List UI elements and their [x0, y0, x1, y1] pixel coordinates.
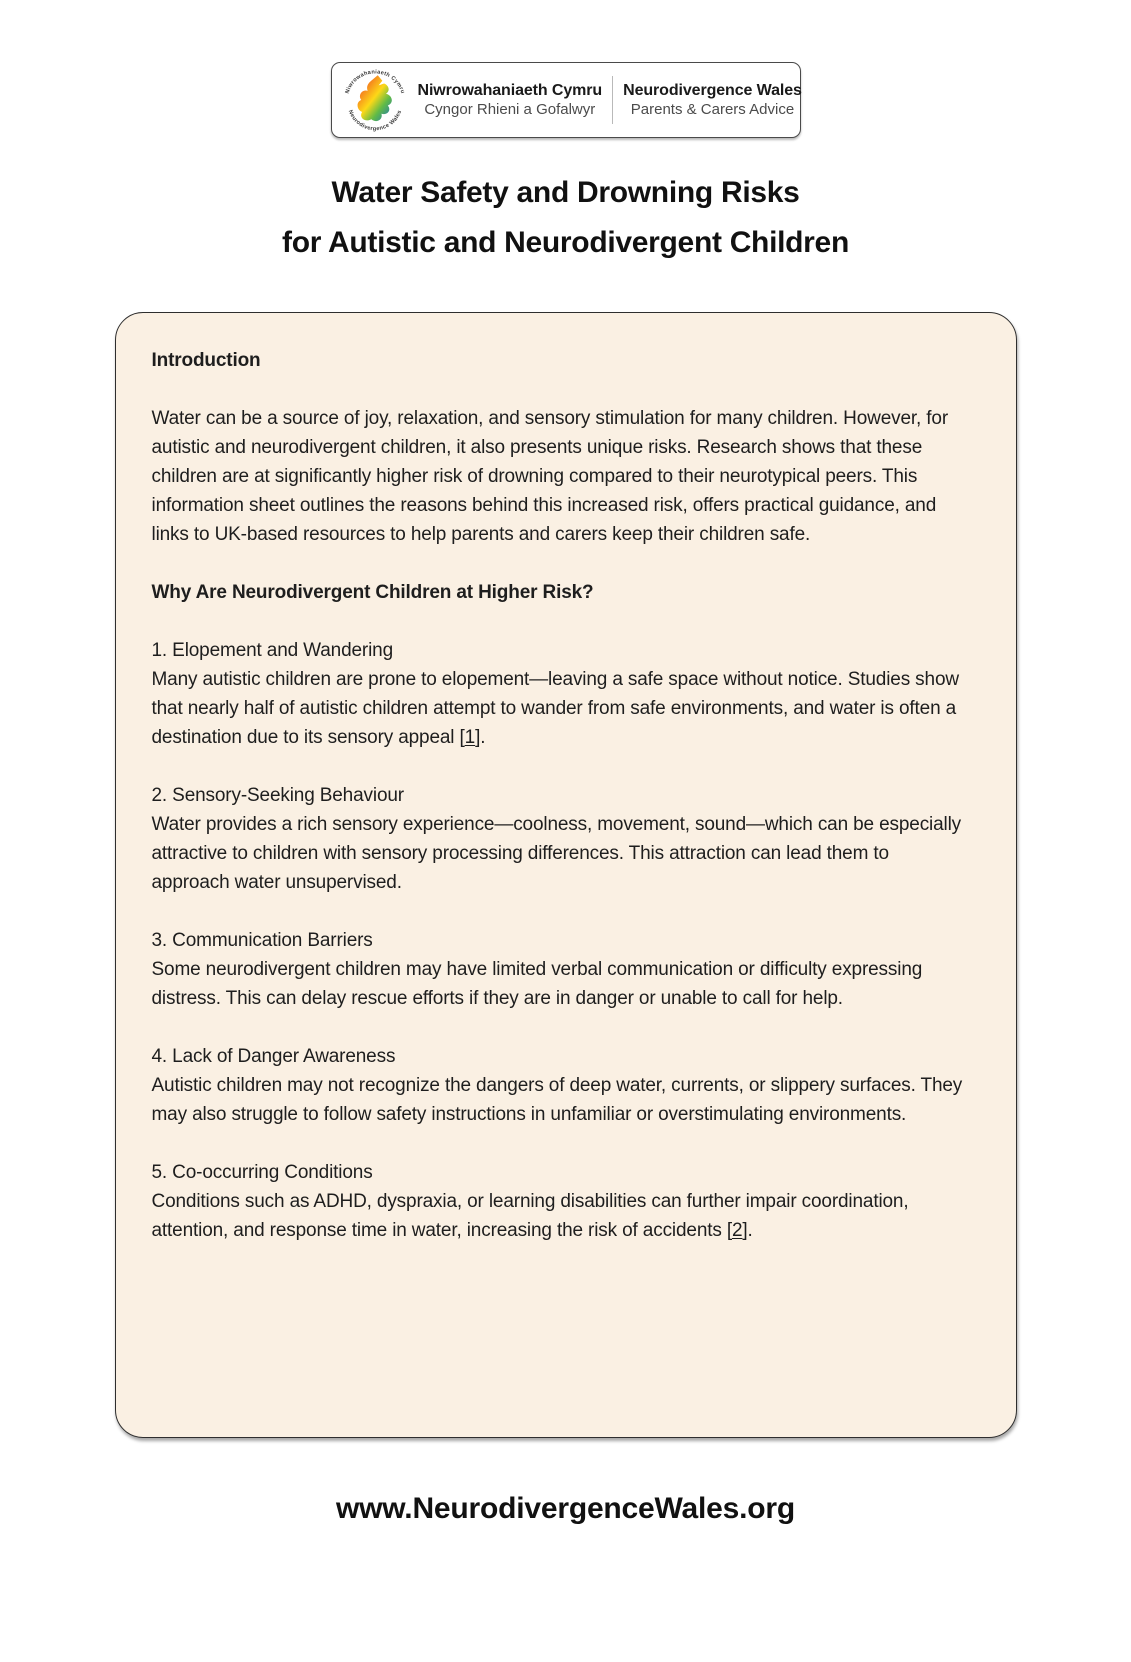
wales-rainbow-map-icon: [342, 67, 408, 133]
logo-arc-bottom-text: Neurodivergence Wales: [346, 109, 403, 133]
risk-item-elopement: [152, 636, 972, 752]
risk-item-title: 1. Elopement and Wandering: [151, 640, 393, 661]
wales-map-shape: [357, 75, 391, 121]
risk-item-text: Conditions such as ADHD, dyspraxia, or learning disabilities can further impair coordination, attention, and response time in water, increasing the risk of accidents: [151, 1191, 909, 1241]
risk-item-body: [152, 665, 972, 752]
risk-item-cooccurring: [152, 1158, 972, 1245]
risk-item-title: 2. Sensory-Seeking Behaviour: [151, 785, 404, 806]
org-logo-banner: [331, 62, 801, 138]
ref-bracket-open: [: [459, 727, 465, 748]
reference-link-1[interactable]: 1: [464, 727, 476, 748]
intro-paragraph: Water can be a source of joy, relaxation, and sensory stimulation for many children. However, for autistic and neurodivergent children, it also presents unique risks. Research shows that these children are at significantly higher risk of drowning compared to their neurotypical peers. This information sheet outlines the reasons behind this increased risk, offers practical guidance, and links to UK-based resources to help parents and carers keep their children safe.: [151, 408, 948, 545]
document-page: [0, 62, 1131, 1662]
risks-heading: Why Are Neurodivergent Children at Higher Risk?: [151, 582, 594, 603]
risk-item-body: [152, 1187, 972, 1245]
page-title: [0, 168, 1131, 268]
risk-item-communication: [152, 926, 972, 1013]
risk-item-text: Some neurodivergent children may have limited verbal communication or difficulty expressing distress. This can delay rescue efforts if they are in danger or unable to call for help.: [151, 959, 923, 1009]
risk-item-body: [152, 1071, 972, 1129]
risk-item-text: Many autistic children are prone to elopement—leaving a safe space without notice. Studies show that nearly half of autistic children attempt to wander from safe environments, and water is often a destination due to its sensory appeal: [151, 669, 959, 748]
org-welsh-block: [418, 81, 603, 120]
risk-item-body: [152, 955, 972, 1013]
org-english-subtitle: Parents & Carers Advice: [630, 100, 795, 118]
org-english-name: Neurodivergence Wales: [623, 81, 802, 99]
risk-item-title: 3. Communication Barriers: [151, 930, 373, 951]
risk-item-text: Autistic children may not recognize the dangers of deep water, currents, or slippery surfaces. They may also struggle to follow safety instructions in unfamiliar or overstimulating environments.: [151, 1075, 963, 1125]
logo-arc-top-text: Niwrowahaniaeth Cymru: [344, 69, 405, 95]
org-english-block: [623, 81, 802, 120]
intro-heading: Introduction: [151, 350, 261, 371]
ref-bracket-close: ].: [475, 727, 486, 748]
risk-item-title: 4. Lack of Danger Awareness: [151, 1046, 396, 1067]
risk-item-title: 5. Co-occurring Conditions: [151, 1162, 373, 1183]
risk-item-text: Water provides a rich sensory experience—coolness, movement, sound—which can be especially attractive to children with sensory processing differences. This attraction can lead them to approach water unsupervised.: [151, 814, 962, 893]
info-sheet-box: [115, 312, 1017, 1438]
website-url: www.NeurodivergenceWales.org: [336, 1492, 795, 1525]
risk-item-sensory: [152, 781, 972, 897]
risk-item-body: [152, 810, 972, 897]
org-welsh-name: Niwrowahaniaeth Cymru: [417, 81, 603, 99]
page-title-line2: for Autistic and Neurodivergent Children: [282, 226, 849, 259]
ref-bracket-open: [: [726, 1220, 732, 1241]
header-divider: [612, 76, 613, 124]
reference-link-2[interactable]: 2: [732, 1220, 743, 1241]
org-welsh-subtitle: Cyngor Rhieni a Gofalwyr: [424, 100, 596, 118]
page-title-line1: Water Safety and Drowning Risks: [331, 176, 800, 209]
risk-item-danger-awareness: [152, 1042, 972, 1129]
ref-bracket-close: ].: [742, 1220, 753, 1241]
